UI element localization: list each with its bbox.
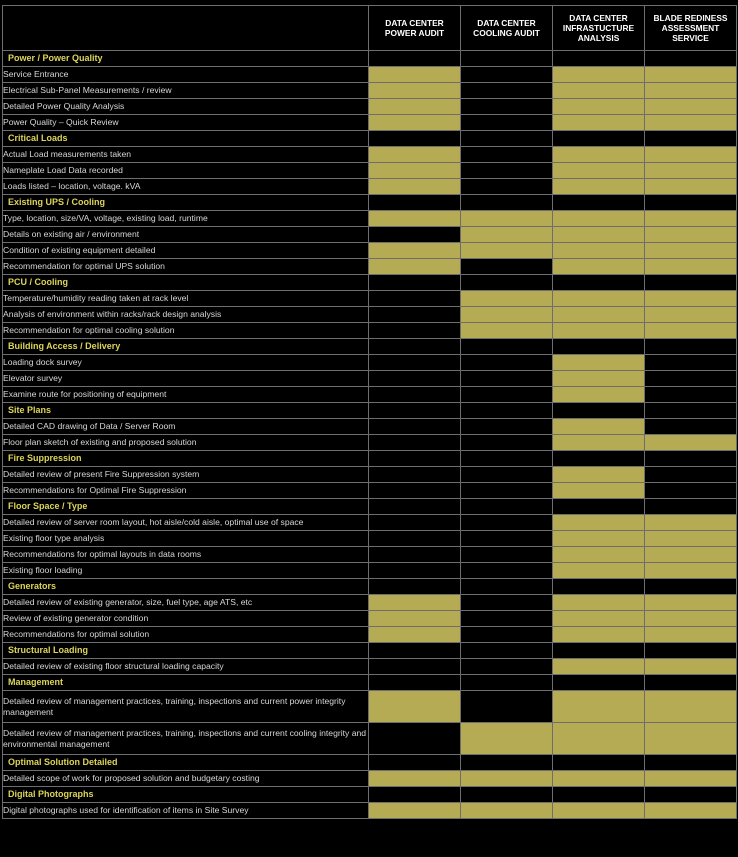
included-cell — [369, 259, 461, 275]
table-row — [3, 371, 737, 387]
included-cell — [645, 227, 737, 243]
included-cell — [645, 307, 737, 323]
section-spacer-cell — [369, 51, 461, 67]
section-spacer-cell — [553, 643, 645, 659]
included-cell — [553, 595, 645, 611]
section-row — [3, 643, 737, 659]
row-label: Type, location, size/VA, voltage, existing load, runtime — [3, 211, 369, 227]
section-spacer-cell — [461, 675, 553, 691]
included-cell — [553, 83, 645, 99]
included-cell — [553, 179, 645, 195]
table-row — [3, 147, 737, 163]
not-included-cell — [461, 547, 553, 563]
included-cell — [461, 803, 553, 819]
table-row — [3, 595, 737, 611]
included-cell — [553, 723, 645, 755]
table-row — [3, 803, 737, 819]
row-label: Details on existing air / environment — [3, 227, 369, 243]
section-spacer-cell — [645, 275, 737, 291]
not-included-cell — [369, 387, 461, 403]
included-cell — [369, 67, 461, 83]
table-row — [3, 547, 737, 563]
included-cell — [553, 211, 645, 227]
not-included-cell — [461, 435, 553, 451]
row-label: Electrical Sub-Panel Measurements / review — [3, 83, 369, 99]
table-row — [3, 723, 737, 755]
section-spacer-cell — [461, 131, 553, 147]
included-cell — [369, 99, 461, 115]
table-row — [3, 387, 737, 403]
table-row — [3, 211, 737, 227]
row-label: Power Quality – Quick Review — [3, 115, 369, 131]
section-title: Floor Space / Type — [3, 499, 369, 515]
section-row — [3, 579, 737, 595]
section-spacer-cell — [645, 579, 737, 595]
not-included-cell — [461, 371, 553, 387]
not-included-cell — [461, 67, 553, 83]
included-cell — [645, 627, 737, 643]
row-label: Loading dock survey — [3, 355, 369, 371]
included-cell — [645, 691, 737, 723]
included-cell — [645, 291, 737, 307]
section-spacer-cell — [369, 339, 461, 355]
included-cell — [461, 227, 553, 243]
section-spacer-cell — [461, 643, 553, 659]
not-included-cell — [461, 691, 553, 723]
section-spacer-cell — [461, 579, 553, 595]
included-cell — [553, 227, 645, 243]
row-label: Examine route for positioning of equipment — [3, 387, 369, 403]
included-cell — [553, 803, 645, 819]
not-included-cell — [369, 531, 461, 547]
section-spacer-cell — [553, 787, 645, 803]
not-included-cell — [461, 595, 553, 611]
included-cell — [553, 147, 645, 163]
included-cell — [553, 483, 645, 499]
section-spacer-cell — [553, 195, 645, 211]
table-row — [3, 227, 737, 243]
section-spacer-cell — [369, 643, 461, 659]
not-included-cell — [369, 563, 461, 579]
included-cell — [553, 771, 645, 787]
section-spacer-cell — [369, 499, 461, 515]
included-cell — [645, 723, 737, 755]
included-cell — [369, 627, 461, 643]
section-spacer-cell — [369, 195, 461, 211]
row-label: Recommendations for optimal layouts in data rooms — [3, 547, 369, 563]
included-cell — [369, 595, 461, 611]
section-spacer-cell — [369, 451, 461, 467]
row-label: Recommendation for optimal cooling solution — [3, 323, 369, 339]
section-spacer-cell — [461, 403, 553, 419]
section-title: Management — [3, 675, 369, 691]
included-cell — [645, 115, 737, 131]
included-cell — [645, 83, 737, 99]
not-included-cell — [461, 259, 553, 275]
row-label: Elevator survey — [3, 371, 369, 387]
row-label: Detailed review of management practices, training, inspections and current power integrity management — [3, 691, 369, 723]
not-included-cell — [461, 563, 553, 579]
row-label: Loads listed – location, voltage. kVA — [3, 179, 369, 195]
row-label: Detailed review of present Fire Suppression system — [3, 467, 369, 483]
included-cell — [553, 531, 645, 547]
included-cell — [461, 307, 553, 323]
table-row — [3, 83, 737, 99]
section-spacer-cell — [553, 131, 645, 147]
included-cell — [369, 115, 461, 131]
not-included-cell — [461, 83, 553, 99]
section-spacer-cell — [553, 275, 645, 291]
included-cell — [461, 723, 553, 755]
section-title: Existing UPS / Cooling — [3, 195, 369, 211]
included-cell — [553, 691, 645, 723]
section-spacer-cell — [461, 787, 553, 803]
included-cell — [645, 67, 737, 83]
section-spacer-cell — [461, 755, 553, 771]
included-cell — [553, 435, 645, 451]
table-row — [3, 771, 737, 787]
included-cell — [645, 531, 737, 547]
included-cell — [553, 259, 645, 275]
table-row — [3, 355, 737, 371]
included-cell — [369, 211, 461, 227]
not-included-cell — [369, 371, 461, 387]
section-spacer-cell — [553, 51, 645, 67]
row-label: Temperature/humidity reading taken at rack level — [3, 291, 369, 307]
table-row — [3, 483, 737, 499]
row-label: Recommendation for optimal UPS solution — [3, 259, 369, 275]
not-included-cell — [461, 179, 553, 195]
included-cell — [461, 243, 553, 259]
included-cell — [553, 547, 645, 563]
row-label: Existing floor type analysis — [3, 531, 369, 547]
included-cell — [553, 659, 645, 675]
included-cell — [553, 467, 645, 483]
row-label: Detailed CAD drawing of Data / Server Room — [3, 419, 369, 435]
table-row — [3, 179, 737, 195]
table-row — [3, 515, 737, 531]
included-cell — [553, 115, 645, 131]
section-spacer-cell — [645, 499, 737, 515]
included-cell — [369, 611, 461, 627]
section-row — [3, 339, 737, 355]
section-spacer-cell — [645, 403, 737, 419]
row-label: Analysis of environment within racks/rack design analysis — [3, 307, 369, 323]
table-row — [3, 531, 737, 547]
section-row — [3, 755, 737, 771]
header-row — [3, 6, 737, 51]
not-included-cell — [645, 355, 737, 371]
row-label: Detailed review of server room layout, hot aisle/cold aisle, optimal use of space — [3, 515, 369, 531]
not-included-cell — [461, 387, 553, 403]
section-row — [3, 195, 737, 211]
table-row — [3, 611, 737, 627]
section-spacer-cell — [553, 403, 645, 419]
section-spacer-cell — [369, 403, 461, 419]
row-label: Detailed review of existing generator, size, fuel type, age ATS, etc — [3, 595, 369, 611]
row-label: Nameplate Load Data recorded — [3, 163, 369, 179]
not-included-cell — [645, 371, 737, 387]
section-spacer-cell — [369, 131, 461, 147]
row-label: Existing floor loading — [3, 563, 369, 579]
not-included-cell — [369, 291, 461, 307]
section-title: Generators — [3, 579, 369, 595]
included-cell — [461, 323, 553, 339]
section-spacer-cell — [553, 755, 645, 771]
included-cell — [645, 771, 737, 787]
section-row — [3, 675, 737, 691]
row-label: Review of existing generator condition — [3, 611, 369, 627]
section-spacer-cell — [369, 579, 461, 595]
section-title: Digital Photographs — [3, 787, 369, 803]
included-cell — [553, 99, 645, 115]
not-included-cell — [645, 419, 737, 435]
included-cell — [553, 307, 645, 323]
not-included-cell — [369, 323, 461, 339]
not-included-cell — [369, 515, 461, 531]
not-included-cell — [461, 467, 553, 483]
section-title: Structural Loading — [3, 643, 369, 659]
section-spacer-cell — [461, 275, 553, 291]
included-cell — [369, 83, 461, 99]
not-included-cell — [461, 531, 553, 547]
section-title: PCU / Cooling — [3, 275, 369, 291]
included-cell — [553, 355, 645, 371]
row-label: Digital photographs used for identification of items in Site Survey — [3, 803, 369, 819]
not-included-cell — [369, 467, 461, 483]
section-spacer-cell — [645, 643, 737, 659]
not-included-cell — [369, 419, 461, 435]
not-included-cell — [369, 723, 461, 755]
row-label: Actual Load measurements taken — [3, 147, 369, 163]
column-header-infrastructure-analysis: DATA CENTER INFRASTUCTURE ANALYSIS — [553, 6, 645, 51]
included-cell — [369, 163, 461, 179]
row-label: Detailed scope of work for proposed solution and budgetary costing — [3, 771, 369, 787]
section-title: Critical Loads — [3, 131, 369, 147]
included-cell — [645, 243, 737, 259]
included-cell — [645, 611, 737, 627]
not-included-cell — [461, 147, 553, 163]
not-included-cell — [369, 307, 461, 323]
included-cell — [553, 387, 645, 403]
section-row — [3, 131, 737, 147]
section-spacer-cell — [645, 195, 737, 211]
table-row — [3, 627, 737, 643]
section-spacer-cell — [461, 195, 553, 211]
included-cell — [645, 563, 737, 579]
table-row — [3, 659, 737, 675]
section-spacer-cell — [461, 499, 553, 515]
section-spacer-cell — [461, 51, 553, 67]
not-included-cell — [461, 355, 553, 371]
included-cell — [645, 163, 737, 179]
included-cell — [553, 163, 645, 179]
section-row — [3, 275, 737, 291]
section-spacer-cell — [645, 675, 737, 691]
service-comparison-table — [2, 5, 737, 819]
included-cell — [553, 291, 645, 307]
section-spacer-cell — [369, 675, 461, 691]
included-cell — [645, 179, 737, 195]
not-included-cell — [369, 435, 461, 451]
table-row — [3, 243, 737, 259]
section-spacer-cell — [553, 499, 645, 515]
included-cell — [369, 691, 461, 723]
section-row — [3, 787, 737, 803]
section-spacer-cell — [369, 787, 461, 803]
row-label: Recommendations for optimal solution — [3, 627, 369, 643]
section-title: Building Access / Delivery — [3, 339, 369, 355]
included-cell — [369, 771, 461, 787]
table-row — [3, 291, 737, 307]
included-cell — [645, 99, 737, 115]
table-row — [3, 307, 737, 323]
row-label: Detailed Power Quality Analysis — [3, 99, 369, 115]
section-spacer-cell — [369, 275, 461, 291]
not-included-cell — [369, 227, 461, 243]
not-included-cell — [461, 115, 553, 131]
included-cell — [461, 211, 553, 227]
not-included-cell — [461, 627, 553, 643]
included-cell — [645, 659, 737, 675]
included-cell — [369, 243, 461, 259]
section-row — [3, 499, 737, 515]
included-cell — [553, 371, 645, 387]
not-included-cell — [461, 419, 553, 435]
section-spacer-cell — [461, 451, 553, 467]
included-cell — [369, 179, 461, 195]
row-label: Detailed review of existing floor structural loading capacity — [3, 659, 369, 675]
not-included-cell — [645, 483, 737, 499]
row-label: Detailed review of management practices, training, inspections and current cooling integrity and environmental management — [3, 723, 369, 755]
not-included-cell — [369, 659, 461, 675]
section-spacer-cell — [645, 787, 737, 803]
table-row — [3, 467, 737, 483]
column-header-blade-readiness: BLADE REDINESS ASSESSMENT SERVICE — [645, 6, 737, 51]
table-row — [3, 67, 737, 83]
included-cell — [369, 803, 461, 819]
table-row — [3, 163, 737, 179]
section-spacer-cell — [645, 755, 737, 771]
table-row — [3, 563, 737, 579]
not-included-cell — [461, 515, 553, 531]
section-row — [3, 51, 737, 67]
not-included-cell — [645, 387, 737, 403]
section-spacer-cell — [553, 339, 645, 355]
not-included-cell — [369, 483, 461, 499]
row-label: Condition of existing equipment detailed — [3, 243, 369, 259]
table-row — [3, 435, 737, 451]
not-included-cell — [461, 99, 553, 115]
included-cell — [645, 435, 737, 451]
header-corner — [3, 6, 369, 51]
included-cell — [645, 547, 737, 563]
section-spacer-cell — [553, 675, 645, 691]
section-spacer-cell — [369, 755, 461, 771]
section-spacer-cell — [645, 51, 737, 67]
included-cell — [553, 611, 645, 627]
section-spacer-cell — [461, 339, 553, 355]
section-spacer-cell — [645, 131, 737, 147]
table-body — [3, 51, 737, 819]
included-cell — [645, 803, 737, 819]
not-included-cell — [369, 355, 461, 371]
included-cell — [645, 211, 737, 227]
not-included-cell — [461, 611, 553, 627]
included-cell — [461, 291, 553, 307]
row-label: Floor plan sketch of existing and proposed solution — [3, 435, 369, 451]
included-cell — [645, 259, 737, 275]
column-header-power-audit: DATA CENTER POWER AUDIT — [369, 6, 461, 51]
section-spacer-cell — [645, 339, 737, 355]
included-cell — [553, 243, 645, 259]
column-header-cooling-audit: DATA CENTER COOLING AUDIT — [461, 6, 553, 51]
section-title: Site Plans — [3, 403, 369, 419]
included-cell — [369, 147, 461, 163]
row-label: Service Entrance — [3, 67, 369, 83]
table-row — [3, 259, 737, 275]
section-spacer-cell — [553, 451, 645, 467]
not-included-cell — [461, 163, 553, 179]
table-row — [3, 323, 737, 339]
table-row — [3, 99, 737, 115]
included-cell — [553, 563, 645, 579]
not-included-cell — [369, 547, 461, 563]
included-cell — [553, 627, 645, 643]
table-row — [3, 419, 737, 435]
table-row — [3, 115, 737, 131]
not-included-cell — [645, 467, 737, 483]
included-cell — [645, 515, 737, 531]
section-title: Power / Power Quality — [3, 51, 369, 67]
table-row — [3, 691, 737, 723]
section-title: Optimal Solution Detailed — [3, 755, 369, 771]
included-cell — [461, 771, 553, 787]
included-cell — [645, 147, 737, 163]
not-included-cell — [461, 483, 553, 499]
row-label: Recommendations for Optimal Fire Suppression — [3, 483, 369, 499]
section-spacer-cell — [553, 579, 645, 595]
section-row — [3, 403, 737, 419]
included-cell — [645, 323, 737, 339]
not-included-cell — [461, 659, 553, 675]
included-cell — [553, 419, 645, 435]
included-cell — [645, 595, 737, 611]
section-spacer-cell — [645, 451, 737, 467]
included-cell — [553, 323, 645, 339]
included-cell — [553, 515, 645, 531]
included-cell — [553, 67, 645, 83]
section-row — [3, 451, 737, 467]
section-title: Fire Suppression — [3, 451, 369, 467]
